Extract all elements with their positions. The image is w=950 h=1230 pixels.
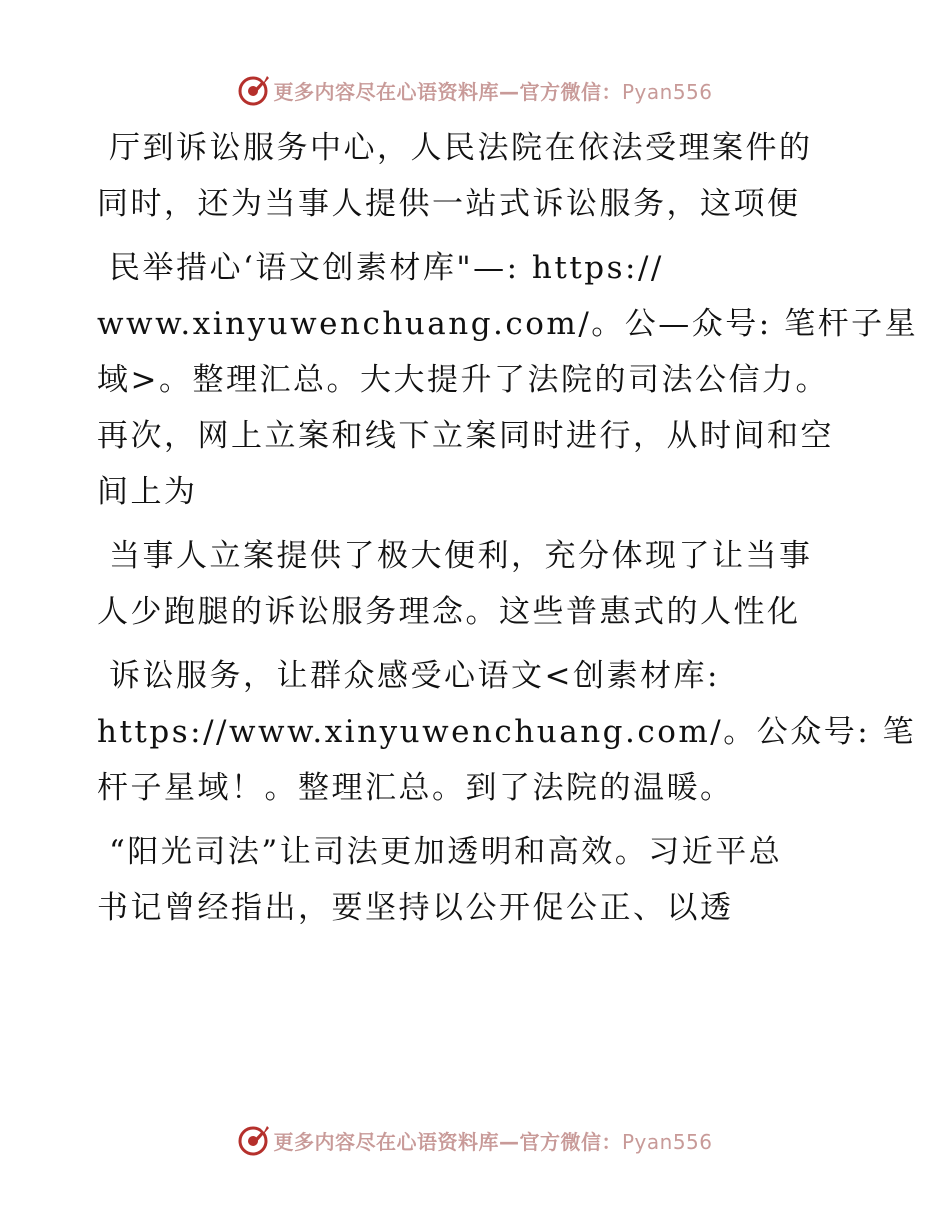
footer-banner-cn: 更多内容尽在心语资料库—官方微信： <box>273 1129 622 1154</box>
text-line: 人少跑腿的诉讼服务理念。这些普惠式的人性化 <box>97 594 801 630</box>
paragraph-4 <box>97 648 917 816</box>
header-banner-wechat-id: Pyan556 <box>621 79 713 104</box>
footer-banner <box>0 1120 950 1160</box>
quill-pen-logo-icon <box>237 73 271 107</box>
text-line: 间上为 <box>97 474 198 510</box>
text-line: 当事人立案提供了极大便利，充分体现了让当事 <box>109 538 813 574</box>
text-line: www.xinyuwenchuang.com/。公—众号: 笔杆子星 <box>97 306 919 342</box>
text-line: 杆子星域！。整理汇总。到了法院的温暖。 <box>97 770 734 806</box>
text-line: “阳光司法”让司法更加透明和高效。习近平总 <box>109 834 783 870</box>
paragraph-2 <box>97 240 919 520</box>
footer-banner-wechat-id: Pyan556 <box>621 1129 713 1154</box>
paragraph-3 <box>97 528 857 640</box>
paragraph-5 <box>97 824 857 936</box>
text-line: 厅到诉讼服务中心，人民法院在依法受理案件的 <box>109 130 813 166</box>
header-banner-text <box>273 76 712 105</box>
text-line: 再次，网上立案和线下立案同时进行，从时间和空 <box>97 418 834 454</box>
header-banner-cn: 更多内容尽在心语资料库—官方微信： <box>273 79 622 104</box>
text-line: 诉讼服务，让群众感受心语文<创素材库: <box>109 658 720 694</box>
text-line: 书记曾经指出，要坚持以公开促公正、以透 <box>97 890 734 926</box>
text-line: https://www.xinyuwenchuang.com/。公众号: 笔 <box>97 714 917 750</box>
quill-pen-logo-icon <box>237 1123 271 1157</box>
document-body <box>97 120 919 944</box>
paragraph-1 <box>97 120 857 232</box>
text-line: 同时，还为当事人提供一站式诉讼服务，这项便 <box>97 186 801 222</box>
text-line: 民举措心‘语文创素材库"—: https:// <box>109 250 664 286</box>
text-line: 域>。整理汇总。大大提升了法院的司法公信力。 <box>97 362 829 398</box>
header-banner <box>0 70 950 110</box>
footer-banner-text <box>273 1126 712 1155</box>
